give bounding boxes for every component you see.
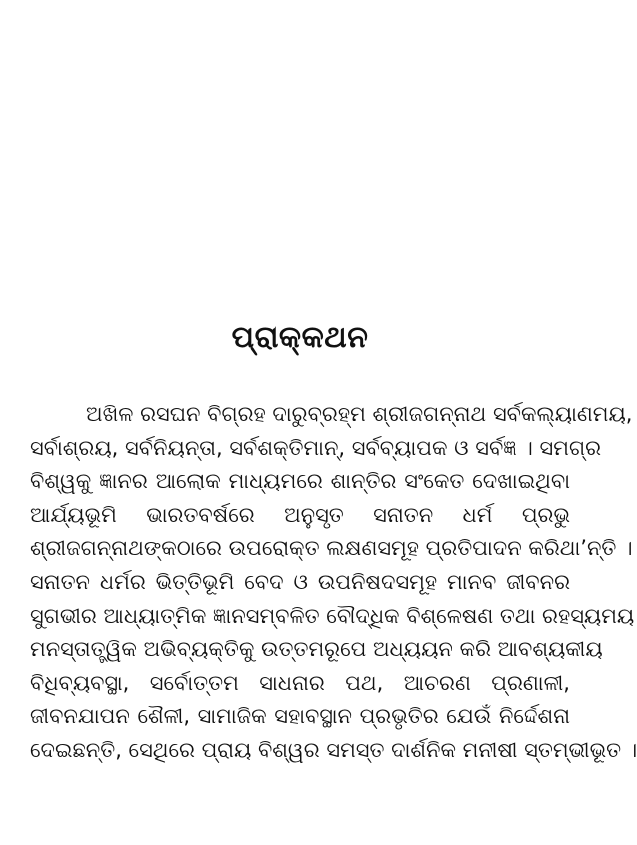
paragraph-line: ବିଧିବ୍ୟବସ୍ଥା, ସର୍ବୋତ୍ତମ ସାଧନାର ପଥ, ଆଚରଣ ପ୍ରଣାଳୀ, (30, 670, 570, 695)
paragraph-line: ବିଶ୍ୱକୁ ଜ୍ଞାନର ଆଲୋକ ମାଧ୍ୟମରେ ଶାନ୍ତିର ସଂକେତ ଦେଖାଇଥିବା (30, 469, 570, 494)
paragraph-line: ଜୀବନଯାପନ ଶୈଳୀ, ସାମାଜିକ ସହାବସ୍ଥାନ ପ୍ରଭୃତିର ଯେଉଁ ନିର୍ଦ୍ଦେଶନା (30, 704, 570, 729)
paragraph-line: ଦେଇଛନ୍ତି, ସେଥିରେ ପ୍ରାୟ ବିଶ୍ୱର ସମସ୍ତ ଦାର୍ଶନିକ ମନୀଷୀ ସ୍ତମ୍ଭୀଭୂତ । (30, 737, 637, 762)
preface-paragraph (30, 398, 637, 768)
paragraph-line: ଶ୍ରୀଜଗନ୍ନାଥଙ୍କଠାରେ ଉପରୋକ୍ତ ଲକ୍ଷଣସମୂହ ପ୍ରତିପାଦନ କରିଥା’ନ୍ତି । (30, 536, 633, 561)
paragraph-line: ସୁଗଭୀର ଆଧ୍ୟାତ୍ମିକ ଜ୍ଞାନସମ୍ବଳିତ ବୌଦ୍ଧିକ ବିଶ୍ଳେଷଣ ତଥା ରହସ୍ୟମୟ (30, 603, 635, 628)
paragraph-line: ଆର୍ଯ୍ୟଭୂମି ଭାରତବର୍ଷରେ ଅନୁସୃତ ସନାତନ ଧର୍ମ ପ୍ରଭୁ (30, 502, 570, 527)
paragraph-line: ଅଖିଳ ରସଘନ ବିଗ୍ରହ ଦାରୁବ୍ରହ୍ମ ଶ୍ରୀଜଗନ୍ନାଥ ସର୍ବକଲ୍ୟାଣମୟ, (86, 402, 633, 426)
paragraph-line: ସର୍ବାଶ୍ରୟ, ସର୍ବନିୟନ୍ତା, ସର୍ବଶକ୍ତିମାନ୍‌, ସର୍ବବ୍ୟାପକ ଓ ସର୍ବଜ୍ଞ । ସମଗ୍ର (30, 435, 602, 460)
paragraph-line: ସନାତନ ଧର୍ମର ଭିତ୍ତିଭୂମି ବେଦ ଓ ଉପନିଷଦସମୂହ ମାନବ ଜୀବନର (30, 569, 570, 594)
paragraph-line: ମନସ୍ତାତ୍ତ୍ୱିକ ଅଭିବ୍ୟକ୍ତିକୁ ଉତ୍ତମରୂପେ ଅଧ୍ୟୟନ କରି ଆବଶ୍ୟକୀୟ (30, 637, 603, 662)
page-title: ପ୍ରାକ୍‌କଥନ (231, 320, 369, 355)
